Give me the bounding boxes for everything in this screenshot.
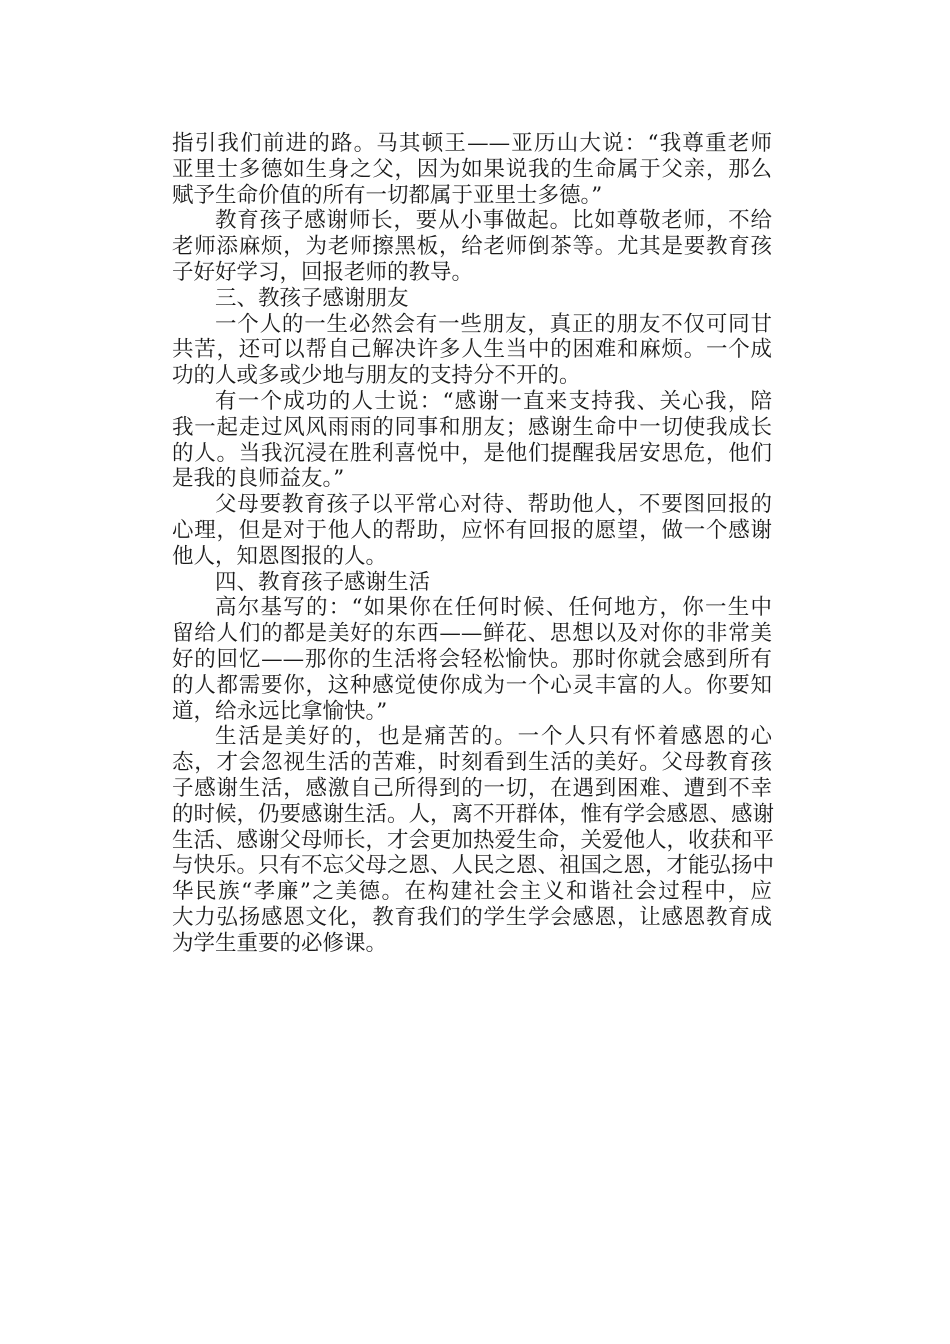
text-line: 功的人或多或少地与朋友的支持分不开的。 [172, 363, 581, 389]
paragraph-first-line: 教育孩子感谢师长，要从小事做起。比如尊敬老师，不给 [215, 208, 772, 234]
text-line: 大力弘扬感恩文化，教育我们的学生学会感恩，让感恩教育成 [172, 904, 772, 930]
text-line: 留给人们的都是美好的东西——鲜花、思想以及对你的非常美 [172, 621, 772, 647]
text-line: 是我的良师益友。” [172, 466, 345, 492]
text-line: 华民族“孝廉”之美德。在构建社会主义和谐社会过程中，应 [172, 879, 772, 905]
paragraph-first-line: 有一个成功的人士说：“感谢一直来支持我、关心我，陪 [215, 388, 772, 414]
text-line: 道，给永远比拿愉快。” [172, 698, 388, 724]
text-line: 的人。当我沉浸在胜利喜悦中，是他们提醒我居安思危，他们 [172, 440, 772, 466]
text-line: 与快乐。只有不忘父母之恩、人民之恩、祖国之恩，才能弘扬中 [172, 853, 775, 879]
paragraph-first-line: 父母要教育孩子以平常心对待、帮助他人，不要图回报的 [215, 492, 772, 518]
text-line: 的人都需要你，这种感觉使你成为一个心灵丰富的人。你要知 [172, 672, 772, 698]
text-line: 态，才会忽视生活的苦难，时刻看到生活的美好。父母教育孩 [172, 750, 772, 776]
text-line: 老师添麻烦，为老师擦黑板，给老师倒茶等。尤其是要教育孩 [172, 234, 772, 260]
paragraph-first-line: 生活是美好的，也是痛苦的。一个人只有怀着感恩的心 [215, 724, 772, 750]
text-line: 我一起走过风风雨雨的同事和朋友；感谢生命中一切使我成长 [172, 414, 772, 440]
text-line: 他人，知恩图报的人。 [172, 543, 388, 569]
document-page [172, 131, 775, 957]
text-line: 的时候，仍要感谢生活。人，离不开群体，惟有学会感恩、感谢 [172, 801, 775, 827]
section-heading: 四、教育孩子感谢生活 [215, 569, 431, 595]
text-line: 共苦，还可以帮自己解决许多人生当中的困难和麻烦。一个成 [172, 337, 772, 363]
section-heading: 三、教孩子感谢朋友 [215, 285, 409, 311]
text-line: 心理，但是对于他人的帮助，应怀有回报的愿望，做一个感谢 [172, 517, 772, 543]
text-line: 亚里士多德如生身之父，因为如果说我的生命属于父亲，那么 [172, 156, 772, 182]
paragraph-first-line: 一个人的一生必然会有一些朋友，真正的朋友不仅可同甘 [215, 311, 772, 337]
text-line: 生活、感谢父母师长，才会更加热爱生命，关爱他人，收获和平 [172, 827, 775, 853]
text-line: 好的回忆——那你的生活将会轻松愉快。那时你就会感到所有 [172, 646, 772, 672]
paragraph-first-line: 高尔基写的：“如果你在任何时候、任何地方，你一生中 [215, 595, 772, 621]
text-line: 子感谢生活，感激自己所得到的一切，在遇到困难、遭到不幸 [172, 775, 772, 801]
text-line: 为学生重要的必修课。 [172, 930, 388, 956]
text-line: 指引我们前进的路。马其顿王——亚历山大说：“我尊重老师 [172, 131, 772, 156]
text-line: 赋予生命价值的所有一切都属于亚里士多德。” [172, 182, 603, 208]
text-line: 子好好学习，回报老师的教导。 [172, 259, 474, 285]
